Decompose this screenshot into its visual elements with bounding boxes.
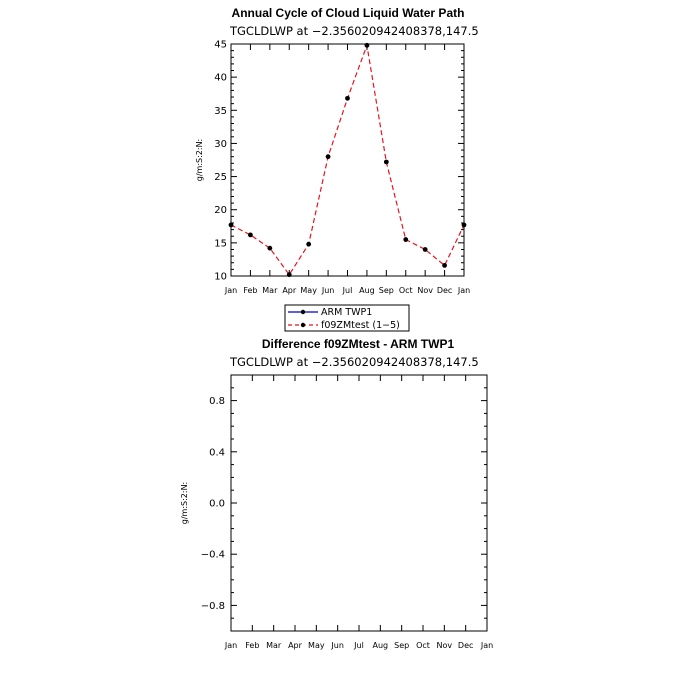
- bottom-x-tick-label: Apr: [288, 641, 302, 650]
- top-x-tick-label: Aug: [359, 286, 375, 295]
- series-1-point: [267, 246, 272, 251]
- top-plot-frame: [231, 44, 464, 276]
- legend-label-f09: f09ZMtest (1−5): [321, 320, 400, 331]
- top-x-tick-label: Jan: [224, 286, 238, 295]
- bottom-x-tick-label: Dec: [457, 641, 474, 650]
- series-1-point: [462, 223, 467, 228]
- top-x-tick-label: May: [300, 286, 317, 295]
- bottom-y-tick-label: 0.4: [209, 447, 225, 459]
- bottom-chart-subtitle: TGCLDLWP at −2.356020942408378,147.5: [230, 355, 479, 369]
- top-axis-ticks: [231, 44, 464, 276]
- series-1-point: [287, 272, 292, 277]
- top-y-tick-label: 20: [214, 205, 227, 217]
- bottom-y-tick-label: −0.8: [200, 600, 225, 612]
- bottom-x-tick-label: Oct: [416, 641, 430, 650]
- top-chart-title: Annual Cycle of Cloud Liquid Water Path: [231, 6, 465, 20]
- series-1-point: [403, 237, 408, 242]
- top-x-tick-label: Apr: [282, 286, 297, 295]
- bottom-x-tick-label: Feb: [245, 641, 260, 650]
- top-x-tick-label: Sep: [378, 286, 394, 295]
- bottom-x-tick-label: May: [308, 641, 325, 650]
- series-1-point: [442, 263, 447, 268]
- top-x-tick-label: Dec: [436, 286, 453, 295]
- series-1-point: [423, 247, 428, 252]
- legend-marker-arm: [301, 310, 305, 314]
- top-y-tick-label: 15: [214, 238, 227, 250]
- legend: [285, 305, 409, 331]
- top-x-tick-label: Jan: [457, 286, 471, 295]
- bottom-y-tick-label: −0.4: [200, 549, 225, 561]
- top-y-tick-label: 35: [214, 105, 227, 117]
- top-series-layer: [229, 43, 467, 277]
- series-1-point: [345, 96, 350, 101]
- bottom-x-tick-label: Nov: [436, 641, 453, 650]
- bottom-x-tick-label: Aug: [372, 641, 389, 650]
- series-1-point: [229, 223, 234, 228]
- top-y-tick-labels: [214, 40, 227, 283]
- top-x-tick-label: Nov: [417, 286, 433, 295]
- series-line-1: [231, 45, 464, 274]
- top-x-tick-label: Oct: [398, 286, 413, 295]
- top-y-tick-label: 10: [214, 271, 227, 283]
- bottom-chart: [180, 337, 493, 650]
- series-1-point: [306, 242, 311, 247]
- bottom-chart-title: Difference f09ZMtest - ARM TWP1: [261, 337, 455, 351]
- legend-marker-f09: [301, 323, 305, 327]
- bottom-axis-ticks: [231, 375, 487, 631]
- top-chart-subtitle: TGCLDLWP at −2.356020942408378,147.5: [230, 24, 479, 38]
- legend-label-arm: ARM TWP1: [321, 307, 373, 318]
- bottom-y-tick-labels: [201, 396, 225, 612]
- top-x-tick-label: Mar: [262, 286, 278, 295]
- bottom-x-tick-label: Jul: [354, 641, 364, 650]
- top-y-axis-label: g/m:S:2:N:: [195, 138, 204, 182]
- bottom-plot-frame: [231, 375, 487, 631]
- top-y-tick-label: 25: [214, 172, 227, 184]
- bottom-y-axis-label: g/m:S:2:N:: [180, 481, 189, 525]
- bottom-x-tick-label: Jun: [331, 641, 344, 650]
- series-1-point: [248, 233, 253, 238]
- bottom-x-tick-label: Mar: [266, 641, 282, 650]
- series-1-point: [384, 160, 389, 165]
- top-y-tick-label: 30: [214, 138, 227, 150]
- top-y-tick-label: 45: [214, 39, 227, 51]
- series-1-point: [326, 154, 331, 159]
- top-y-tick-label: 40: [214, 72, 227, 84]
- bottom-x-tick-label: Jan: [224, 641, 238, 650]
- bottom-y-tick-label: 0.0: [209, 498, 225, 510]
- bottom-y-tick-label: 0.8: [209, 396, 225, 408]
- top-x-tick-label: Feb: [243, 286, 258, 295]
- bottom-x-tick-labels: [224, 641, 493, 650]
- top-x-tick-label: Jul: [342, 286, 353, 295]
- series-1-point: [365, 43, 370, 48]
- bottom-x-tick-label: Sep: [394, 641, 410, 650]
- top-x-tick-labels: [224, 286, 470, 295]
- bottom-x-tick-label: Jan: [480, 641, 494, 650]
- top-chart: [195, 6, 479, 295]
- top-x-tick-label: Jun: [321, 286, 335, 295]
